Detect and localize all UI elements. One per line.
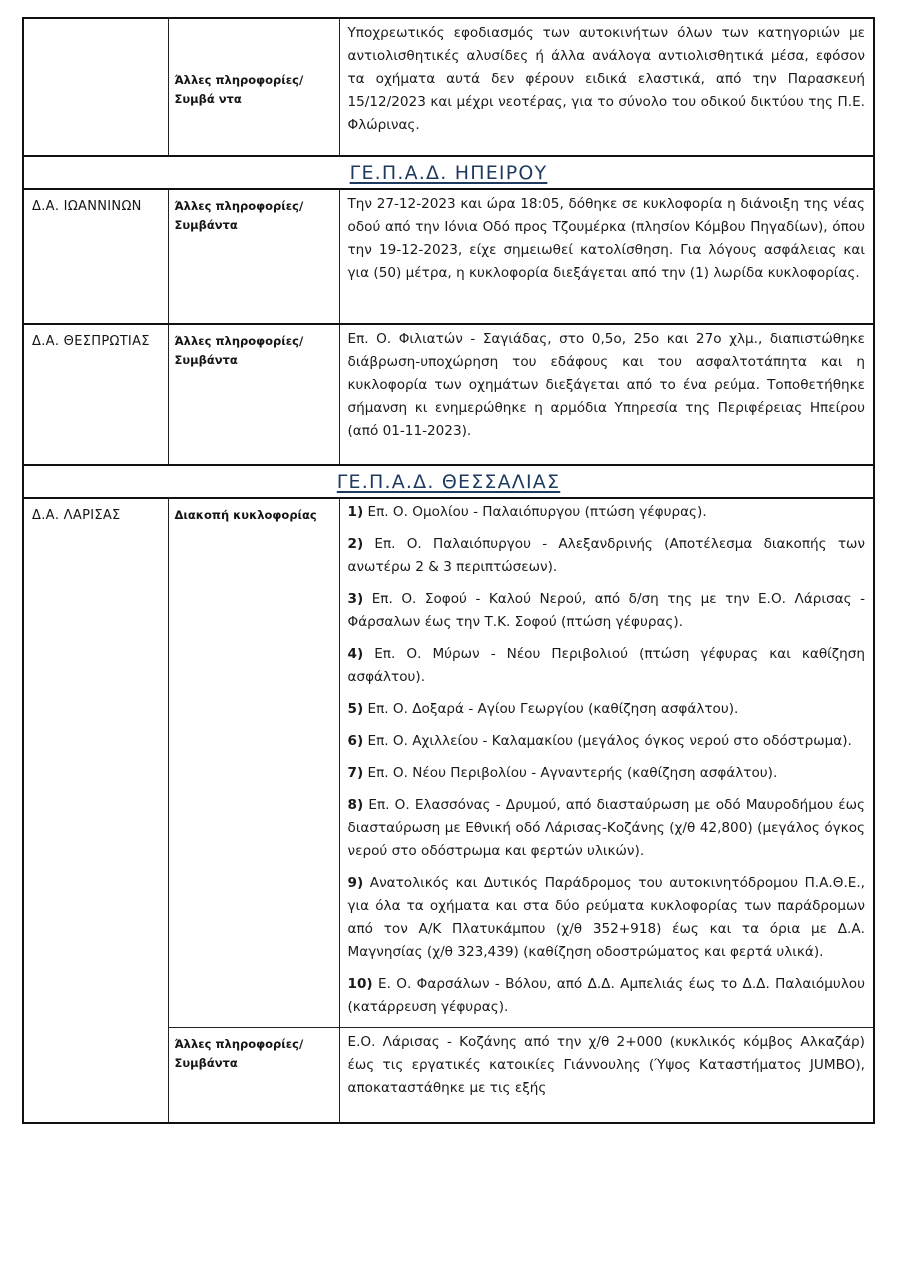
item-text: Επ. Ο. Ομολίου - Παλαιόπυργου (πτώση γέφυρας).	[363, 504, 707, 520]
item-text: Επ. Ο. Ελασσόνας - Δρυμού, από διασταύρωση με οδό Μαυροδήμου έως διασταύρωση με Εθνική οδό Λάρισας-Κοζάνης (χ/θ 42,800) (μεγάλος όγκος νερού στο οδόστρωμα και φερτών υλικών).	[347, 797, 865, 859]
list-item	[348, 643, 866, 689]
category-cell: Άλλες πληροφορίες/Συμβά ντα	[168, 18, 339, 156]
category-cell: Άλλες πληροφορίες/ Συμβάντα	[168, 189, 339, 324]
area-cell: Δ.Α. ΙΩΑΝΝΙΝΩΝ	[23, 189, 168, 324]
description-text: Υποχρεωτικός εφοδιασμός των αυτοκινήτων όλων των κατηγοριών με αντιολισθητικές αλυσίδες ή άλλα ανάλογα αντιολισθητικά μέσα, εφόσον τα οχήματα αυτά δεν φέρουν ειδικά ελαστικά, από την Παρασκευή 15/12/2023 και μέχρι νεοτέρας, για το σύνολο του οδικού δικτύου της Π.Ε. Φλώρινας.	[347, 25, 865, 133]
table-row	[23, 189, 874, 324]
description-cell	[339, 498, 874, 1028]
area-cell: Δ.Α. ΘΕΣΠΡΩΤΙΑΣ	[23, 324, 168, 465]
description-cell	[339, 1028, 874, 1123]
description-cell	[339, 189, 874, 324]
list-item	[348, 533, 866, 579]
list-item	[348, 794, 866, 863]
list-item	[348, 762, 866, 785]
region-heading-cell	[23, 156, 874, 189]
list-item	[348, 588, 866, 634]
item-text: Ανατολικός και Δυτικός Παράδρομος του αυτοκινητόδρομου Π.Α.Θ.Ε., για όλα τα οχήματα και στα δύο ρεύματα κυκλοφορίας των παράδρομων από τον Α/Κ Πλατυκάμπου (χ/θ 352+918) έως και τα όρια με Δ.Α. Μαγνησίας (χ/θ 323,439) (καθίζηση οδοστρώματος και φερτά υλικά).	[347, 875, 865, 960]
category-cell: Διακοπή κυκλοφορίας	[168, 498, 339, 1028]
table-row	[23, 18, 874, 156]
item-text: Επ. Ο. Αχιλλείου - Καλαμακίου (μεγάλος όγκος νερού στο οδόστρωμα).	[363, 733, 852, 749]
road-incidents-table	[22, 17, 875, 1124]
description-cell	[339, 324, 874, 465]
item-number: 4)	[347, 646, 364, 662]
item-number: 10)	[347, 976, 373, 992]
item-number: 8)	[347, 797, 364, 813]
region-heading-cell	[23, 465, 874, 498]
item-number: 7)	[347, 765, 364, 781]
description-text: Επ. Ο. Φιλιατών - Σαγιάδας, στο 0,5ο, 25ο και 27ο χλμ., διαπιστώθηκε διάβρωση-υποχώρηση του εδάφους και του ασφαλτοτάπητα και η κυκλοφορία των οχημάτων διεξάγεται από το ένα ρεύμα. Τοποθετήθηκε σήμανση κι ενημερώθηκε η αρμόδια Υπηρεσία της Περιφέρειας Ηπείρου (από 01-11-2023).	[347, 331, 865, 439]
list-item	[348, 973, 866, 1019]
list-item	[348, 501, 866, 524]
description-text: Την 27-12-2023 και ώρα 18:05, δόθηκε σε κυκλοφορία η διάνοιξη της νέας οδού από την Ιόνια Οδό προς Τζουμέρκα (πλησίον Κόμβου Πηγαδίων), όπου την 19-12-2023, είχε σημειωθεί κατολίσθηση. Για λόγους ασφάλειας και για (50) μέτρα, η κυκλοφορία διεξάγεται από την (1) λωρίδα κυκλοφορίας.	[347, 196, 865, 281]
area-cell	[23, 18, 168, 156]
list-item	[348, 730, 866, 753]
description-cell	[339, 18, 874, 156]
category-cell: Άλλες πληροφορίες/ Συμβάντα	[168, 324, 339, 465]
item-text: Επ. Ο. Παλαιόπυργου - Αλεξανδρινής (Αποτέλεσμα διακοπής των ανωτέρω 2 & 3 περιπτώσεων).	[347, 536, 865, 575]
item-text: Επ. Ο. Δοξαρά - Αγίου Γεωργίου (καθίζηση ασφάλτου).	[363, 701, 739, 717]
item-text: Επ. Ο. Σοφού - Καλού Νερού, από δ/ση της με την Ε.Ο. Λάρισας - Φάρσαλων έως την Τ.Κ. Σοφού (πτώση γέφυρας).	[347, 591, 865, 630]
area-cell: Δ.Α. ΛΑΡΙΣΑΣ	[23, 498, 168, 1123]
document-page	[22, 17, 873, 1124]
item-number: 9)	[347, 875, 364, 891]
region-title-epirus: ΓΕ.Π.Α.Δ. ΗΠΕΙΡΟΥ	[349, 162, 548, 184]
item-text: Ε. Ο. Φαρσάλων - Βόλου, από Δ.Δ. Αμπελιάς έως το Δ.Δ. Παλαιόμυλου (κατάρρευση γέφυρας).	[347, 976, 865, 1015]
region-heading-row	[23, 156, 874, 189]
item-number: 2)	[347, 536, 364, 552]
region-title-thessaly: ΓΕ.Π.Α.Δ. ΘΕΣΣΑΛΙΑΣ	[336, 471, 561, 493]
item-number: 6)	[347, 733, 364, 749]
category-cell: Άλλες πληροφορίες/ Συμβάντα	[168, 1028, 339, 1123]
table-row	[23, 498, 874, 1028]
item-number: 3)	[347, 591, 364, 607]
list-item	[348, 698, 866, 721]
table-row	[23, 324, 874, 465]
item-number: 5)	[347, 701, 364, 717]
list-item	[348, 872, 866, 964]
item-number: 1)	[347, 504, 364, 520]
item-text: Επ. Ο. Νέου Περιβολίου - Αγναντερής (καθίζηση ασφάλτου).	[363, 765, 778, 781]
description-text: Ε.Ο. Λάρισας - Κοζάνης από την χ/θ 2+000 (κυκλικός κόμβος Αλκαζάρ) έως τις εργατικές κατοικίες Γιάννουλης (Ύψος Καταστήματος JUMBO), αποκαταστάθηκε με τις εξής	[347, 1034, 865, 1096]
region-heading-row	[23, 465, 874, 498]
item-text: Επ. Ο. Μύρων - Νέου Περιβολιού (πτώση γέφυρας και καθίζηση ασφάλτου).	[347, 646, 865, 685]
